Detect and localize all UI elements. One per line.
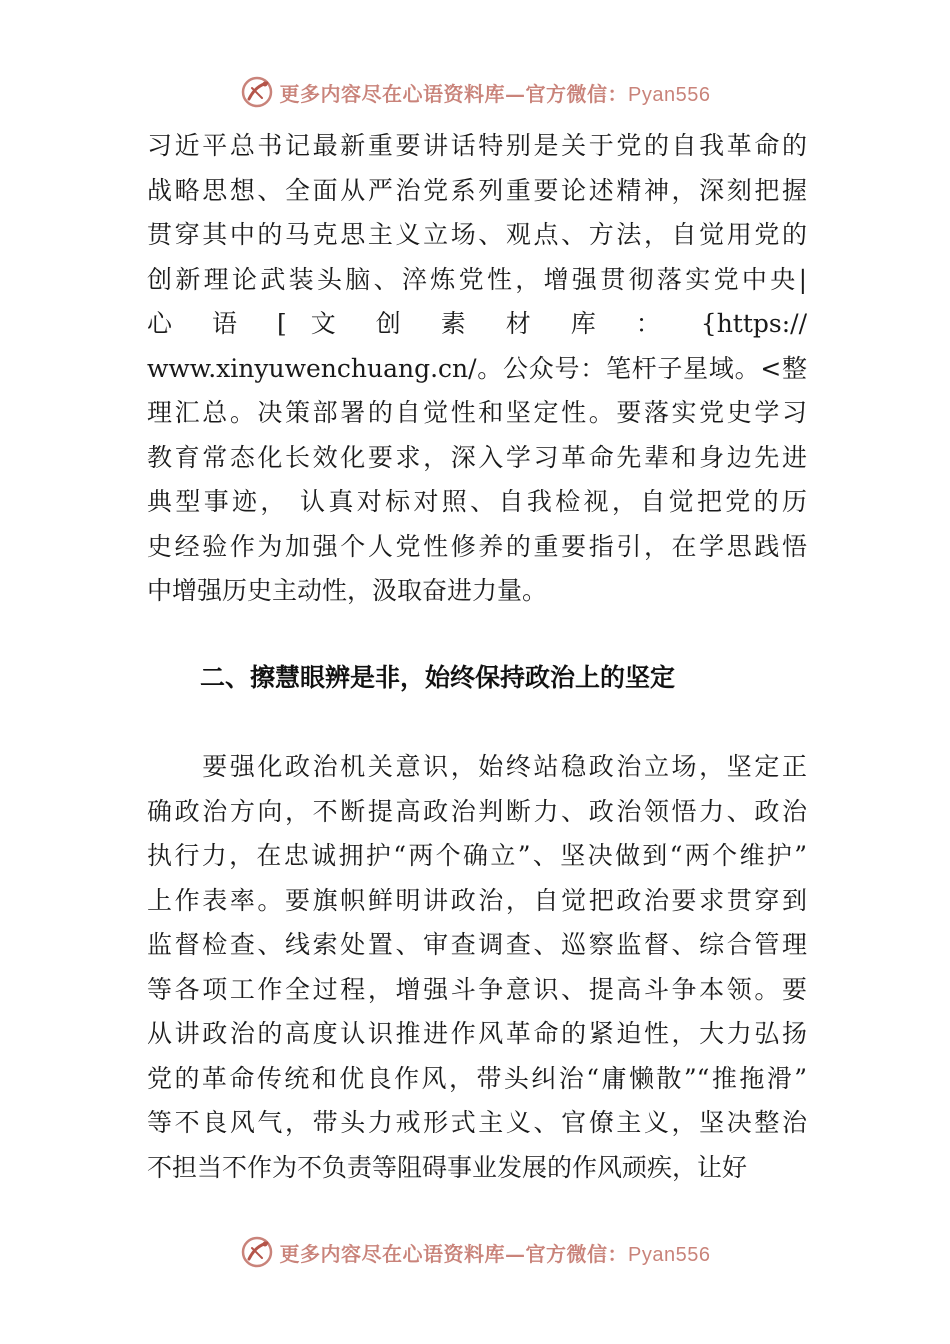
- footer-banner: [0, 1232, 950, 1272]
- text-line: 监督检查、线索处置、审查调查、巡察监督、综合管理: [147, 930, 807, 959]
- paragraph-2: [147, 745, 807, 1190]
- text-line: 党的革命传统和优良作风，带头纠治“庸懒散”“推拖滑”: [147, 1063, 807, 1093]
- wechat-id: Pyan556: [628, 1243, 711, 1266]
- text-line: 心 语 [ 文 创 素 材 库 ： {https://: [147, 309, 807, 338]
- text-line: 从讲政治的高度认识推进作风革命的紧迫性，大力弘扬: [147, 1019, 807, 1048]
- text-line: 等不良风气，带头力戒形式主义、官僚主义，坚决整治: [147, 1108, 807, 1137]
- text-line: 上作表率。要旗帜鲜明讲政治，自觉把政治要求贯穿到: [147, 885, 807, 915]
- text-line: 教育常态化长效化要求，深入学习革命先辈和身边先进: [147, 442, 807, 472]
- logo-icon: [240, 1235, 274, 1269]
- paragraph-1: [147, 124, 807, 614]
- paragraph-2-text: [147, 745, 807, 1190]
- text-line: 确政治方向，不断提高政治判断力、政治领悟力、政治: [147, 796, 807, 826]
- text-line: 典型事迹， 认真对标对照、自我检视，自觉把党的历: [147, 487, 807, 516]
- text-line: 习近平总书记最新重要讲话特别是关于党的自我革命的: [147, 131, 807, 160]
- text-line: 不担当不作为不负责等阻碍事业发展的作风顽疾，让好: [147, 1152, 748, 1182]
- banner-text: 更多内容尽在心语资料库—官方微信：Pyan556: [279, 81, 711, 106]
- text-line: 理汇总。决策部署的自觉性和坚定性。要落实党史学习: [147, 398, 807, 427]
- text-line: 创新理论武装头脑、淬炼党性，增强贯彻落实党中央|: [147, 264, 807, 294]
- section-heading: 二、擦慧眼辨是非，始终保持政治上的坚定: [200, 663, 676, 692]
- text-line: 贯穿其中的马克思主义立场、观点、方法，自觉用党的: [147, 220, 807, 249]
- text-line: www.xinyuwenchuang.cn/。公众号：笔杆子星域。<整: [147, 353, 807, 383]
- text-line: 史经验作为加强个人党性修养的重要指引，在学思践悟: [147, 531, 807, 561]
- banner-text: 更多内容尽在心语资料库—官方微信：Pyan556: [279, 1241, 711, 1266]
- wechat-id: Pyan556: [628, 83, 711, 106]
- logo-icon: [240, 75, 274, 109]
- header-banner: [0, 72, 950, 112]
- text-line: 中增强历史主动性，汲取奋进力量。: [147, 576, 548, 605]
- paragraph-1-text: [147, 124, 807, 614]
- text-line: 执行力，在忠诚拥护“两个确立”、坚决做到“两个维护”: [147, 841, 807, 870]
- text-line: 要强化政治机关意识，始终站稳政治立场，坚定正: [147, 752, 807, 781]
- text-line: 等各项工作全过程，增强斗争意识、提高斗争本领。要: [147, 974, 807, 1004]
- text-line: 战略思想、全面从严治党系列重要论述精神，深刻把握: [147, 175, 807, 205]
